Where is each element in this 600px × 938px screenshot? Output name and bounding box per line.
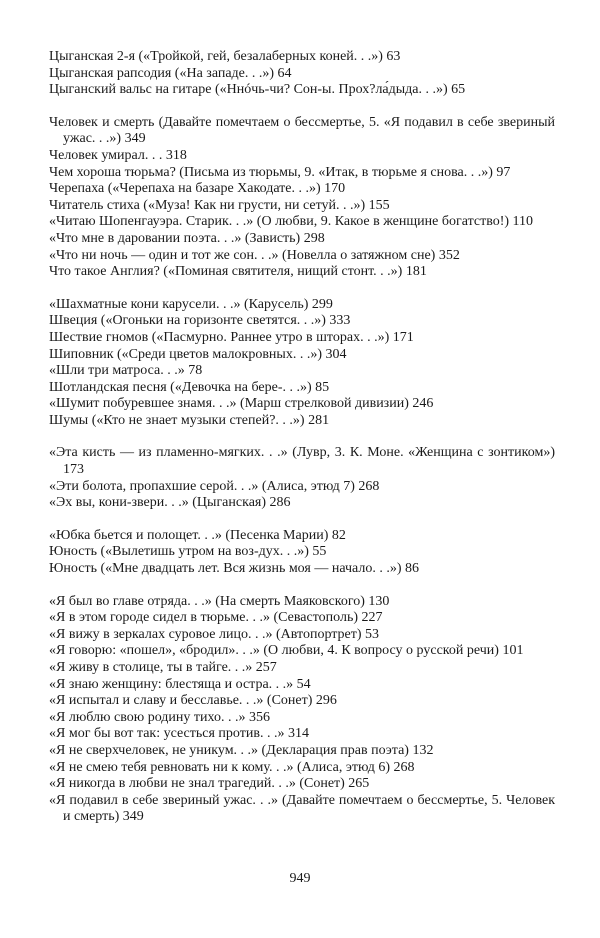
index-entry: «Я мог бы вот так: усесться против. . .» 314 — [49, 726, 309, 742]
index-group-ts — [49, 49, 555, 99]
alphabetical-index — [49, 49, 555, 826]
index-entry: «Я испытал и славу и бесславье. . .» (Сонет) 296 — [49, 693, 337, 709]
index-entry: «Эти болота, пропахшие серой. . .» (Алиса, этюд 7) 268 — [49, 478, 380, 494]
index-entry: Читатель стиха («Муза! Как ни грусти, ни сетуй. . .») 155 — [49, 197, 390, 213]
index-entry: «Я не сверхчеловек, не уникум. . .» (Декларация прав поэта) 132 — [49, 742, 434, 758]
index-entry: «Эх вы, кони-звери. . .» (Цыганская) 286 — [49, 495, 291, 511]
page-number: 949 — [289, 871, 311, 886]
index-entry: Шествие гномов («Пасмурно. Раннее утро в шторах. . .») 171 — [49, 329, 414, 345]
index-entry: «Шумит побуревшее знамя. . .» (Марш стрелковой дивизии) 246 — [49, 396, 434, 412]
index-entry: «Я вижу в зеркалах суровое лицо. . .» (Автопортрет) 53 — [49, 626, 380, 642]
index-entry: «Я люблю свою родину тихо. . .» 356 — [49, 709, 270, 725]
index-entry: Человек и смерть (Давайте помечтаем о бессмертье, 5. «Я подавил в себе звериный ужас. . .») 349 — [49, 114, 555, 147]
index-entry: Шотландская песня («Девочка на бере-. . .») 85 — [49, 379, 330, 395]
index-entry: «Шли три матроса. . .» 78 — [49, 363, 203, 379]
index-entry: Черепаха («Черепаха на базаре Хакодате. . .») 170 — [49, 181, 346, 197]
index-entry: Чем хороша тюрьма? (Письма из тюрьмы, 9. «Итак, в тюрьме я снова. . .») 97 — [49, 164, 511, 180]
index-entry: Цыганская 2-я («Тройкой, гей, безалаберных коней. . .») 63 — [49, 49, 401, 64]
index-entry: «Я никогда в любви не знал трагедий. . .» (Сонет) 265 — [49, 776, 370, 792]
index-entry: «Я живу в столице, ты в тайге. . .» 257 — [49, 660, 277, 675]
index-entry: Что такое Англия? («Поминая святителя, нищий стонт. . .») 181 — [49, 264, 427, 280]
index-entry: «Я говорю: «пошел», «бродил». . .» (О любви, 4. К вопросу о русской речи) 101 — [49, 643, 524, 659]
index-entry: Шиповник («Среди цветов малокровных. . .») 304 — [49, 346, 347, 362]
index-entry: Человек умирал. . . 318 — [49, 147, 187, 163]
index-entry: Юность («Вылетишь утром на воз-дух. . .») 55 — [49, 544, 327, 560]
index-entry: Юность («Мне двадцать лет. Вся жизнь моя — начало. . .») 86 — [49, 561, 420, 577]
index-entry: «Я не смею тебя ревновать ни к кому. . .» (Алиса, этюд 6) 268 — [49, 759, 415, 775]
index-group-yu — [49, 528, 555, 578]
index-group-ch — [49, 115, 555, 281]
index-entry: Шумы («Кто не знает музыки степей?. . .») 281 — [49, 412, 330, 428]
index-group-e — [49, 445, 555, 511]
index-entry: «Я подавил в себе звериный ужас. . .» (Давайте помечтаем о бессмертье, 5. Человек и смерть) 349 — [49, 792, 555, 825]
index-entry: «Я знаю женщину: блестяща и остра. . .» 54 — [49, 676, 311, 692]
index-entry: «Читаю Шопенгауэра. Старик. . .» (О любви, 9. Какое в женщине богатство!) 110 — [49, 214, 534, 230]
index-entry: «Что ни ночь — один и тот же сон. . .» (Новелла о затяжном сне) 352 — [49, 247, 460, 263]
index-group-ya — [49, 594, 555, 826]
index-entry: Швеция («Огоньки на горизонте светятся. . .») 333 — [49, 313, 351, 329]
index-entry: Цыганский вальс на гитаре («Ннóчь-чи? Сон-ы. Прох?ла́дыда. . .») 65 — [49, 82, 466, 98]
index-entry: «Эта кисть — из пламенно-мягких. . .» (Лувр, 3. К. Моне. «Женщина с зонтиком») 173 — [49, 445, 555, 478]
index-entry: «Я был во главе отряда. . .» (На смерть Маяковского) 130 — [49, 593, 390, 609]
index-entry: «Я в этом городе сидел в тюрьме. . .» (Севастополь) 227 — [49, 610, 383, 626]
index-entry: «Шахматные кони карусели. . .» (Карусель) 299 — [49, 296, 333, 312]
index-entry: Цыганская рапсодия («На западе. . .») 64 — [49, 65, 292, 81]
index-entry: «Что мне в даровании поэта. . .» (Зависть) 298 — [49, 230, 325, 246]
index-group-sh — [49, 297, 555, 430]
index-entry: «Юбка бьется и полощет. . .» (Песенка Марии) 82 — [49, 527, 346, 543]
